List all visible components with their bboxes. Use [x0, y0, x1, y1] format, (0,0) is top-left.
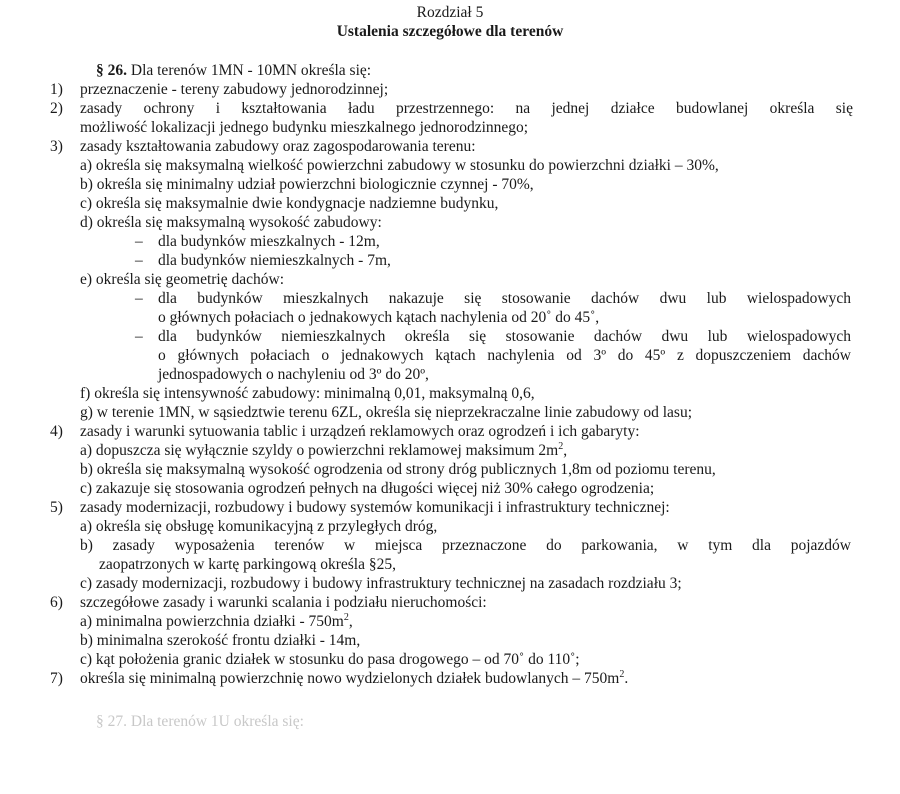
- sub-item: d) określa się maksymalną wysokość zabudowy:: [80, 214, 382, 231]
- sub-item: b) określa się maksymalną wysokość ogrodzenia od strony dróg publicznych 1,8m od poziomu terenu,: [80, 461, 716, 478]
- sub-item: c) określa się maksymalnie dwie kondygnacje nadziemne budynku,: [80, 195, 499, 212]
- item-number: 1): [50, 81, 63, 98]
- sub-item: g) w terenie 1MN, w sąsiedztwie terenu 6ZL, określa się nieprzekraczalne linie zabudowy od lasu;: [80, 404, 693, 421]
- sub-item: b) określa się minimalny udział powierzchni biologicznie czynnej - 70%,: [80, 176, 534, 193]
- item-number: 3): [50, 138, 63, 155]
- dash-item: dla budynków niemieszkalnych określa się stosowanie dachów dwu lub wielospadowych: [158, 328, 851, 345]
- dash-bullet: –: [135, 252, 143, 269]
- sub-item: a) minimalna powierzchnia działki - $750m^2$,: [80, 611, 353, 630]
- chapter-title: Ustalenia szczegółowe dla terenów: [336, 23, 564, 40]
- dash-bullet: –: [135, 233, 143, 250]
- paragraph-sign: § 26.: [96, 62, 127, 79]
- item-text: zasady i warunki sytuowania tablic i urządzeń reklamowych oraz ogrodzeń i ich gabaryty:: [80, 423, 640, 440]
- sub-item: zaopatrzonych w kartę parkingową określa §25,: [99, 556, 396, 573]
- sub-item: a) dopuszcza się wyłącznie szyldy o powierzchni reklamowej maksimum $2m^2$,: [80, 440, 568, 459]
- item-number: 4): [50, 423, 63, 440]
- sub-item: e) określa się geometrię dachów:: [80, 271, 284, 288]
- sub-item: c) kąt położenia granic działek w stosunku do pasa drogowego – od 70˚ do 110˚;: [80, 651, 580, 668]
- item-text: zasady ochrony i kształtowania ładu przestrzennego: na jednej działce budowlanej określa się: [80, 100, 853, 117]
- item-number: 7): [50, 670, 63, 687]
- dash-item: dla budynków mieszkalnych - 12m,: [158, 233, 380, 250]
- item-number: 6): [50, 594, 63, 611]
- cutoff-next-paragraph: § 27. Dla terenów 1U określa się:: [96, 713, 304, 730]
- sub-item: b) zasady wyposażenia terenów w miejsca przeznaczone do parkowania, w tym dla pojazdów: [80, 537, 851, 554]
- sub-item: a) określa się maksymalną wielkość powierzchni zabudowy w stosunku do powierzchni działki – 30%,: [80, 157, 719, 174]
- sub-item: c) zakazuje się stosowania ogrodzeń pełnych na długości więcej niż 30% całego ogrodzenia;: [80, 480, 655, 497]
- sub-item: b) minimalna szerokość frontu działki - 14m,: [80, 632, 361, 649]
- sub-item: f) określa się intensywność zabudowy: minimalną 0,01, maksymalną 0,6,: [80, 385, 535, 402]
- dash-item: o głównych połaciach o jednakowych kątach nachylenia od 3º do 45º z dopuszczeniem dachów: [158, 347, 851, 364]
- item-number: 2): [50, 100, 63, 117]
- item-text: zasady modernizacji, rozbudowy i budowy systemów komunikacji i infrastruktury technicznej:: [80, 499, 670, 516]
- item-text: możliwość lokalizacji jednego budynku mieszkalnego jednorodzinnego;: [80, 119, 529, 136]
- chapter-number: Rozdział 5: [416, 4, 484, 21]
- sub-item: a) określa się obsługę komunikacyjną z przyległych dróg,: [80, 518, 438, 535]
- dash-bullet: –: [135, 328, 143, 345]
- item-text: zasady kształtowania zabudowy oraz zagospodarowania terenu:: [80, 138, 476, 155]
- dash-bullet: –: [135, 290, 143, 307]
- item-text: szczegółowe zasady i warunki scalania i podziału nieruchomości:: [80, 594, 487, 611]
- paragraph-heading: [96, 62, 371, 80]
- sub-item: c) zasady modernizacji, rozbudowy i budowy infrastruktury technicznej na zasadach rozdziału 3;: [80, 575, 682, 592]
- paragraph-intro: Dla terenów 1MN - 10MN określa się:: [127, 62, 372, 79]
- dash-item: dla budynków niemieszkalnych - 7m,: [158, 252, 391, 269]
- dash-item: dla budynków mieszkalnych nakazuje się stosowanie dachów dwu lub wielospadowych: [158, 290, 851, 307]
- item-number: 5): [50, 499, 63, 516]
- item-text: przeznaczenie - tereny zabudowy jednorodzinnej;: [80, 81, 389, 98]
- dash-item: o głównych połaciach o jednakowych kątach nachylenia od 20˚ do 45˚,: [158, 309, 600, 326]
- dash-item: jednospadowych o nachyleniu od 3º do 20º,: [158, 366, 429, 383]
- item-text: określa się minimalną powierzchnię nowo wydzielonych działek budowlanych – $750m^2$.: [80, 668, 629, 687]
